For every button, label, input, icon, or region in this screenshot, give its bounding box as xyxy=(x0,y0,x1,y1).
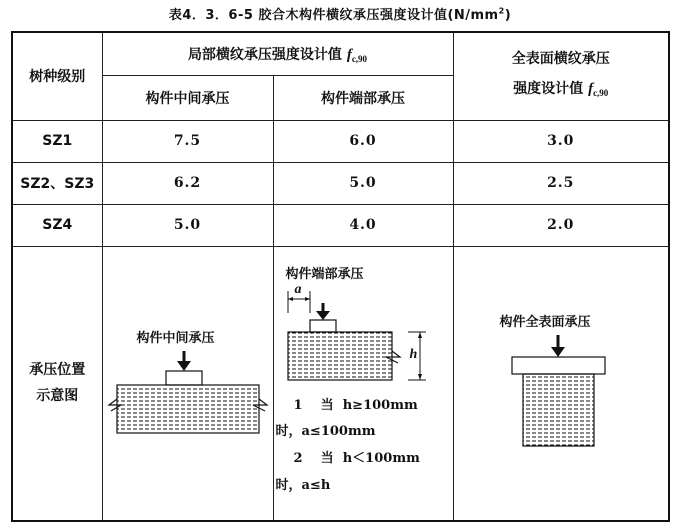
table-row xyxy=(12,162,669,204)
load-arrow-icon xyxy=(177,361,191,371)
row-grade: SZ2、SZ3 xyxy=(12,162,102,204)
header-full-surface: 全表面横纹承压 强度设计值 $f_{c,90}$ xyxy=(453,32,669,120)
note-1-line-2: 时，a≤100mm xyxy=(275,423,376,439)
middle-bearing-diagram xyxy=(102,246,273,521)
table-row xyxy=(12,120,669,162)
row-end-value: 6.0 xyxy=(273,120,453,162)
diagram-row-label: 承压位置 示意图 xyxy=(12,246,102,521)
row-grade: SZ4 xyxy=(12,204,102,246)
note-1-line-1: 1 当 h≥100mm xyxy=(293,397,418,413)
strength-table xyxy=(11,31,670,522)
row-full-value: 2.0 xyxy=(453,204,669,246)
note-2-line-2: 时，a≤h xyxy=(275,477,331,493)
header-local-group: 局部横纹承压强度设计值 $f_{c,90}$ xyxy=(102,32,453,75)
table-title: 表4．3．6-5 胶合木构件横纹承压强度设计值$(N/mm^2)$ xyxy=(168,6,512,23)
timber-member xyxy=(523,374,594,446)
row-full-value: 3.0 xyxy=(453,120,669,162)
dim-a-label: a xyxy=(294,281,302,297)
row-end-value: 5.0 xyxy=(273,162,453,204)
load-arrow-icon xyxy=(551,347,565,357)
table-row xyxy=(12,204,669,246)
middle-bearing-figure xyxy=(103,247,273,522)
row-middle-value: 6.2 xyxy=(102,162,273,204)
row-full-value: 2.5 xyxy=(453,162,669,204)
timber-member xyxy=(117,385,259,433)
bearing-plate xyxy=(512,357,605,374)
header-middle: 构件中间承压 xyxy=(102,75,273,120)
middle-caption: 构件中间承压 xyxy=(136,330,215,346)
row-middle-value: 5.0 xyxy=(102,204,273,246)
bearing-plate xyxy=(166,371,202,385)
full-bearing-diagram xyxy=(453,246,669,521)
full-bearing-figure xyxy=(454,247,670,522)
end-bearing-diagram xyxy=(273,246,453,521)
timber-member xyxy=(288,332,392,380)
full-caption: 构件全表面承压 xyxy=(499,314,591,330)
end-caption: 构件端部承压 xyxy=(285,266,364,282)
note-2-line-1: 2 当 h＜100mm xyxy=(293,450,420,466)
row-end-value: 4.0 xyxy=(273,204,453,246)
dim-h-label: h xyxy=(409,346,418,362)
load-arrow-icon xyxy=(316,311,330,320)
row-middle-value: 7.5 xyxy=(102,120,273,162)
header-end: 构件端部承压 xyxy=(273,75,453,120)
bearing-plate xyxy=(310,320,336,332)
row-grade: SZ1 xyxy=(12,120,102,162)
header-grade: 树种级别 xyxy=(12,32,102,120)
